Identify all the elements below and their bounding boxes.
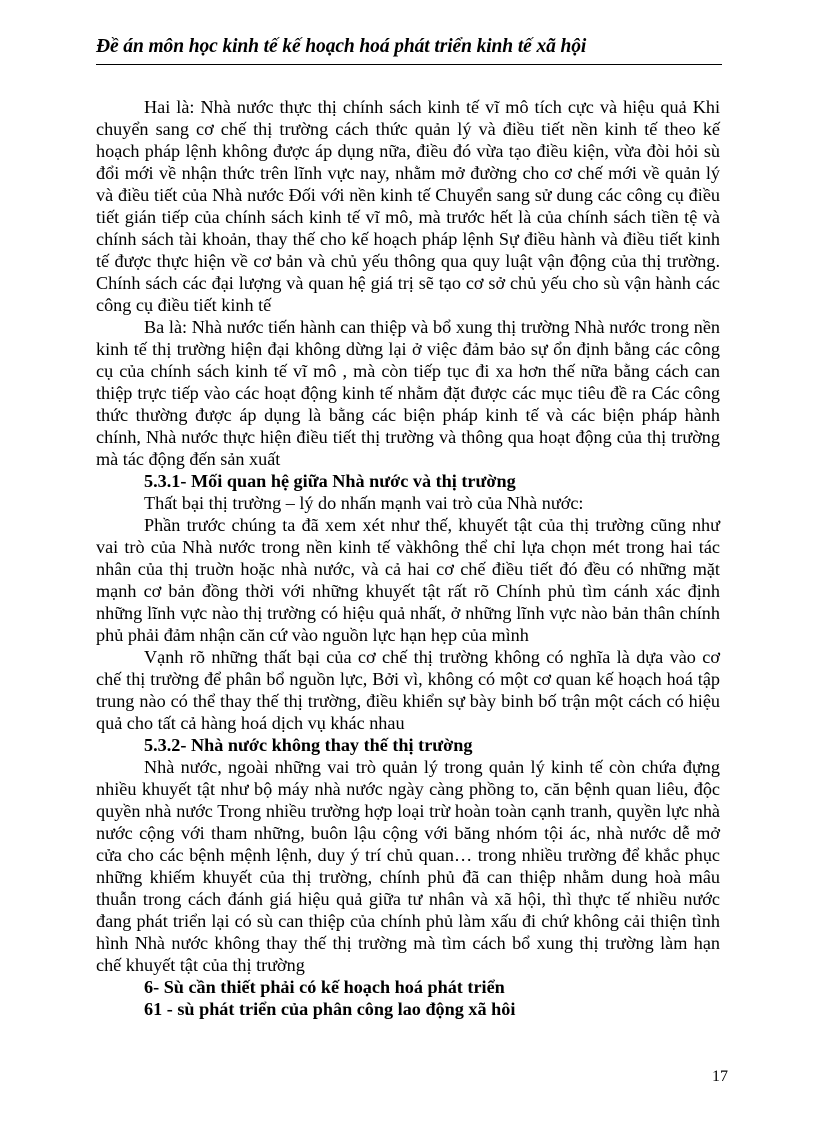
section-heading: 5.3.2- Nhà nước không thay thế thị trường xyxy=(144,735,473,755)
paragraph: Hai là: Nhà nước thực thị chính sách kinh tế vĩ mô tích cực và hiệu quả Khi chuyển sang cơ chế thị trường cách thức quản lý và điều tiết nền kinh tế theo kế hoạch pháp lệnh không được áp dụng nữa, điều đó vừa tạo điều kiện, vừa đòi hỏi sù đổi mới về nhận thức trên lĩnh vực nay, nhằm mở đường cho cơ chế mới về quản lý và điều tiết của Nhà nước Đối với nền kinh tế Chuyển sang sử dung các công cụ điều tiết gián tiếp của chính sách kinh tế vĩ mô, mà trước hết là của chính sách tiền tệ và chính sách tài khoản, thay thế cho kế hoạch pháp lệnh Sự điều hành và điều tiết kinh tế được thực hiện về cơ bản và chủ yếu thông qua quy luật vận động của thị trường. Chính sách các đại lượng và quan hệ giá trị sẽ tạo cơ sở chủ yếu cho sù vận hành các công cụ điều tiết kinh tế xyxy=(96,97,720,315)
section-heading: 6- Sù cần thiết phải có kế hoạch hoá phát triển xyxy=(144,977,505,997)
paragraph: Ba là: Nhà nước tiến hành can thiệp và bổ xung thị trường Nhà nước trong nền kinh tế thị trường hiện đại không dừng lại ở việc đảm bảo sự ổn định bằng các công cụ của chính sách kinh tế vĩ mô , mà còn tiếp tục đi xa hơn thế nữa bằng cách can thiệp trực tiếp vào các hoạt động kinh tế nhằm đặt được các mục tiêu đề ra Các công thức thường được áp dụng là bằng các biện pháp kinh tế và các biện pháp hành chính, Nhà nước thực hiện điều tiết thị trường và thông qua hoạt động của thị trường mà tác động đến sản xuất xyxy=(96,317,720,469)
paragraph: Thất bại thị trường – lý do nhấn mạnh vai trò của Nhà nước: xyxy=(144,493,584,513)
section-heading: 61 - sù phát triển của phân công lao động xã hôi xyxy=(144,999,516,1019)
page-body xyxy=(96,96,720,1020)
running-header: Đề án môn học kinh tế kế hoạch hoá phát triển kinh tế xã hội xyxy=(96,36,587,57)
page-number: 17 xyxy=(712,1068,728,1085)
section-heading: 5.3.1- Mối quan hệ giữa Nhà nước và thị trường xyxy=(144,471,516,491)
header-divider xyxy=(96,64,722,65)
paragraph: Phần trước chúng ta đã xem xét như thế, khuyết tật của thị trường cũng như vai trò của Nhà nước trong nền kinh tế vàkhông thể chỉ lựa chọn mét trong hai tác nhân của thị truờn hoặc nhà nước, và cả hai cơ chế điều tiết đó đều có những mặt mạnh cơ bản đồng thời với những khuyết tật rất rõ Chính phủ tìm cánh xác định những lĩnh vực nào thị trường có hiệu quả nhất, ở những lĩnh vực nào bản thân chính phủ phải đảm nhận căn cứ vào nguồn lực hạn hẹp của mình xyxy=(96,515,720,645)
paragraph: Nhà nước, ngoài những vai trò quản lý trong quản lý kinh tế còn chứa đựng nhiều khuyết tật như bộ máy nhà nước ngày càng phồng to, căn bệnh quan liêu, độc quyền nhà nước Trong nhiều trường hợp loại trừ hoàn toàn cạnh tranh, quyền lực nhà nước cộng với tham những, buôn lậu cộng với băng nhóm tội ác, nhà nước dễ mở cửa cho các bệnh mệnh lệnh, duy ý trí chủ quan… trong nhiều trường để khắc phục những khiếm khuyết của thị trường, chính phủ đã can thiệp nhằm dung hoà mâu thuẫn trong cách đánh giá hiệu quả giữa tư nhân và xã hội, thì thực tế nhiều nước đang phát triển lại có sù can thiệp của chính phủ làm xấu đi chứ không cải thiện tình hình Nhà nước không thay thế thị trường mà tìm cách bổ xung thị trường làm hạn chế khuyết tật của thị trường xyxy=(96,757,720,975)
paragraph: Vạnh rõ những thất bại của cơ chế thị trường không có nghĩa là dựa vào cơ chế thị trường để phân bổ nguồn lực, Bởi vì, không có một cơ quan kế hoạch hoá tập trung nào có thể thay thế thị trường, điều khiển sự bày binh bố trận một cách có hiệu quả cho tất cả hàng hoá dịch vụ khác nhau xyxy=(96,647,720,733)
